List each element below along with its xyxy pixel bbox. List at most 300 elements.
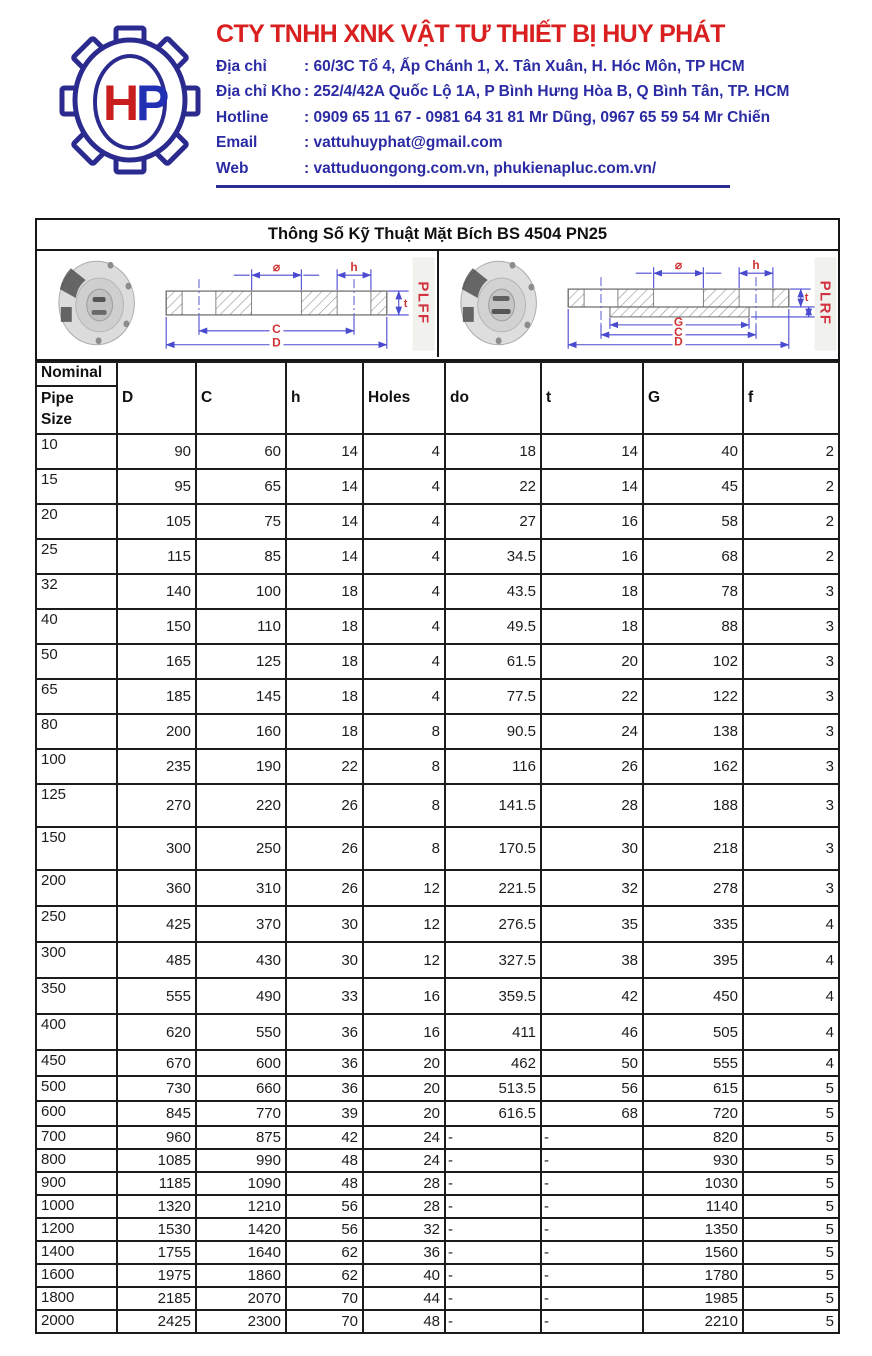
spec-cell: 62 <box>286 1241 363 1264</box>
spec-cell: 20 <box>363 1050 445 1076</box>
spec-cell: 3 <box>743 827 839 870</box>
spec-cell: 33 <box>286 978 363 1014</box>
company-logo <box>54 10 204 190</box>
size-cell: 40 <box>36 609 117 644</box>
table-row <box>36 679 839 714</box>
dim-label-bore: ⌀ <box>272 260 281 275</box>
table-row <box>36 1014 839 1050</box>
spec-cell: 616.5 <box>445 1101 541 1126</box>
spec-cell: 990 <box>196 1149 286 1172</box>
spec-cell: 122 <box>643 679 743 714</box>
flange-photo <box>460 261 536 344</box>
spec-cell: 5 <box>743 1149 839 1172</box>
size-cell: 1400 <box>36 1241 117 1264</box>
spec-cell: - <box>445 1195 541 1218</box>
spec-cell: 360 <box>117 870 196 906</box>
spec-cell: 38 <box>541 942 643 978</box>
spec-cell: 22 <box>286 749 363 784</box>
spec-cell: 18 <box>286 644 363 679</box>
spec-cell: 170.5 <box>445 827 541 870</box>
spec-cell: 5 <box>743 1076 839 1101</box>
table-row <box>36 504 839 539</box>
spec-cell: 1780 <box>643 1264 743 1287</box>
size-cell: 65 <box>36 679 117 714</box>
spec-cell: 615 <box>643 1076 743 1101</box>
spec-cell: 39 <box>286 1101 363 1126</box>
contact-value: : vattuduongong.com.vn, phukienapluc.com.vn/ <box>304 159 657 177</box>
spec-cell: 2210 <box>643 1310 743 1333</box>
spec-cell: 218 <box>643 827 743 870</box>
plrf-label: PLRF <box>816 280 833 326</box>
spec-cell: 3 <box>743 784 839 827</box>
spec-cell: 505 <box>643 1014 743 1050</box>
col-header-do: do <box>445 362 541 434</box>
table-row <box>36 906 839 942</box>
spec-cell: 200 <box>117 714 196 749</box>
letterhead <box>0 0 872 218</box>
spec-cell: 70 <box>286 1287 363 1310</box>
spec-cell: 5 <box>743 1264 839 1287</box>
spec-cell: 2 <box>743 434 839 469</box>
spec-cell: 1085 <box>117 1149 196 1172</box>
spec-cell: 14 <box>541 434 643 469</box>
spec-cell: 125 <box>196 644 286 679</box>
spec-cell: 1985 <box>643 1287 743 1310</box>
spec-cell: 28 <box>541 784 643 827</box>
size-cell: 200 <box>36 870 117 906</box>
spec-cell: 20 <box>541 644 643 679</box>
size-cell: 350 <box>36 978 117 1014</box>
spec-cell: 14 <box>286 434 363 469</box>
size-label: Size <box>41 411 73 428</box>
company-name: CTY TNHH XNK VẬT TƯ THIẾT BỊ HUY PHÁT <box>216 20 725 48</box>
spec-cell: - <box>445 1218 541 1241</box>
spec-cell: 56 <box>286 1218 363 1241</box>
spec-cell: 1640 <box>196 1241 286 1264</box>
spec-cell: 100 <box>196 574 286 609</box>
contact-value: : 60/3C Tổ 4, Ấp Chánh 1, X. Tân Xuân, H. Hóc Môn, TP HCM <box>304 58 745 75</box>
spec-cell: 335 <box>643 906 743 942</box>
spec-cell: 88 <box>643 609 743 644</box>
spec-cell: 68 <box>643 539 743 574</box>
table-row <box>36 1195 839 1218</box>
size-cell: 400 <box>36 1014 117 1050</box>
table-header-row <box>36 362 839 434</box>
spec-cell: 75 <box>196 504 286 539</box>
spec-cell: - <box>445 1264 541 1287</box>
spec-cell: - <box>541 1149 643 1172</box>
table-row <box>36 1149 839 1172</box>
dim-label-thickness: t <box>403 297 408 310</box>
contact-row <box>216 156 836 181</box>
spec-cell: 12 <box>363 870 445 906</box>
spec-cell: 4 <box>743 942 839 978</box>
spec-cell: 40 <box>643 434 743 469</box>
spec-cell: 411 <box>445 1014 541 1050</box>
nominal-label: Nominal <box>37 363 116 387</box>
spec-cell: 555 <box>643 1050 743 1076</box>
spec-cell: 36 <box>286 1014 363 1050</box>
col-header-nominal-pipe-size <box>36 362 117 434</box>
logo-letter-h: H <box>103 75 140 131</box>
spec-cell: 90 <box>117 434 196 469</box>
spec-cell: 278 <box>643 870 743 906</box>
contact-value: : vattuhuyphat@gmail.com <box>304 134 503 152</box>
size-cell: 15 <box>36 469 117 504</box>
spec-cell: - <box>541 1218 643 1241</box>
spec-cell: 190 <box>196 749 286 784</box>
spec-sheet <box>35 218 840 1334</box>
spec-cell: 14 <box>286 504 363 539</box>
contact-row <box>216 79 836 104</box>
spec-cell: 4 <box>363 644 445 679</box>
spec-cell: - <box>541 1287 643 1310</box>
logo-letter-p: P <box>136 75 170 131</box>
table-row <box>36 434 839 469</box>
size-cell: 1600 <box>36 1264 117 1287</box>
size-cell: 25 <box>36 539 117 574</box>
spec-cell: 26 <box>286 870 363 906</box>
plff-label: PLFF <box>414 281 431 325</box>
spec-cell: 5 <box>743 1172 839 1195</box>
spec-cell: - <box>445 1126 541 1149</box>
spec-cell: 28 <box>363 1172 445 1195</box>
col-header-G: G <box>643 362 743 434</box>
table-row <box>36 609 839 644</box>
spec-cell: 3 <box>743 609 839 644</box>
spec-cell: 116 <box>445 749 541 784</box>
spec-cell: 5 <box>743 1310 839 1333</box>
dim-label-raised-face: G <box>673 314 683 329</box>
spec-cell: 68 <box>541 1101 643 1126</box>
spec-cell: 220 <box>196 784 286 827</box>
spec-cell: 45 <box>643 469 743 504</box>
spec-cell: 18 <box>286 679 363 714</box>
spec-cell: 34.5 <box>445 539 541 574</box>
contact-list <box>216 54 836 181</box>
spec-cell: 188 <box>643 784 743 827</box>
spec-cell: 370 <box>196 906 286 942</box>
spec-cell: 425 <box>117 906 196 942</box>
table-row <box>36 1310 839 1333</box>
dim-label-outer: D <box>272 335 281 350</box>
spec-cell: 1090 <box>196 1172 286 1195</box>
spec-cell: 145 <box>196 679 286 714</box>
flange-photo <box>59 261 135 344</box>
spec-cell: 235 <box>117 749 196 784</box>
spec-cell: 22 <box>541 679 643 714</box>
spec-cell: 24 <box>541 714 643 749</box>
dim-label-bolt-circle: C <box>272 321 281 336</box>
spec-cell: 4 <box>363 434 445 469</box>
spec-cell: 36 <box>286 1050 363 1076</box>
col-header-Holes: Holes <box>363 362 445 434</box>
size-cell: 50 <box>36 644 117 679</box>
col-header-h: h <box>286 362 363 434</box>
spec-cell: 3 <box>743 870 839 906</box>
spec-cell: 1755 <box>117 1241 196 1264</box>
spec-cell: 8 <box>363 784 445 827</box>
spec-cell: 3 <box>743 679 839 714</box>
size-cell: 125 <box>36 784 117 827</box>
size-cell: 500 <box>36 1076 117 1101</box>
spec-cell: 50 <box>541 1050 643 1076</box>
table-row <box>36 714 839 749</box>
contact-row <box>216 130 836 155</box>
spec-cell: 36 <box>286 1076 363 1101</box>
size-cell: 80 <box>36 714 117 749</box>
spec-cell: 2300 <box>196 1310 286 1333</box>
spec-cell: - <box>445 1310 541 1333</box>
spec-cell: 1350 <box>643 1218 743 1241</box>
spec-cell: 2070 <box>196 1287 286 1310</box>
spec-cell: - <box>541 1172 643 1195</box>
spec-cell: 1530 <box>117 1218 196 1241</box>
spec-cell: 8 <box>363 749 445 784</box>
spec-cell: 26 <box>541 749 643 784</box>
spec-cell: 141.5 <box>445 784 541 827</box>
table-row <box>36 1050 839 1076</box>
spec-cell: 60 <box>196 434 286 469</box>
spec-cell: 4 <box>363 574 445 609</box>
size-cell: 300 <box>36 942 117 978</box>
spec-cell: 3 <box>743 574 839 609</box>
spec-cell: 730 <box>117 1076 196 1101</box>
dim-label-hole: h <box>751 258 760 273</box>
size-cell: 600 <box>36 1101 117 1126</box>
spec-cell: 185 <box>117 679 196 714</box>
contact-row <box>216 105 836 130</box>
pipe-label: Pipe <box>41 390 74 407</box>
spec-cell: 12 <box>363 942 445 978</box>
spec-cell: 8 <box>363 827 445 870</box>
spec-cell: 3 <box>743 644 839 679</box>
spec-cell: 300 <box>117 827 196 870</box>
spec-cell: 555 <box>117 978 196 1014</box>
spec-cell: 1420 <box>196 1218 286 1241</box>
spec-cell: - <box>541 1241 643 1264</box>
spec-cell: 2 <box>743 469 839 504</box>
spec-cell: 2 <box>743 504 839 539</box>
spec-cell: 12 <box>363 906 445 942</box>
dim-label-outer: D <box>673 334 683 349</box>
size-cell: 10 <box>36 434 117 469</box>
table-row <box>36 942 839 978</box>
spec-cell: - <box>541 1195 643 1218</box>
spec-cell: 490 <box>196 978 286 1014</box>
spec-cell: 3 <box>743 714 839 749</box>
contact-label: Địa chỉ Kho <box>216 83 302 101</box>
spec-cell: 150 <box>117 609 196 644</box>
spec-cell: 18 <box>445 434 541 469</box>
spec-cell: - <box>445 1149 541 1172</box>
size-cell: 450 <box>36 1050 117 1076</box>
spec-cell: 40 <box>363 1264 445 1287</box>
table-row <box>36 1126 839 1149</box>
spec-cell: 42 <box>541 978 643 1014</box>
spec-cell: 4 <box>363 504 445 539</box>
spec-cell: 2185 <box>117 1287 196 1310</box>
spec-cell: 620 <box>117 1014 196 1050</box>
spec-cell: 16 <box>363 1014 445 1050</box>
spec-cell: 430 <box>196 942 286 978</box>
dim-label-thickness: t <box>804 292 808 305</box>
spec-cell: 78 <box>643 574 743 609</box>
dim-label-hole: h <box>350 260 358 275</box>
plff-drawing <box>37 251 437 357</box>
spec-cell: 4 <box>363 679 445 714</box>
table-row <box>36 1076 839 1101</box>
size-cell: 700 <box>36 1126 117 1149</box>
spec-cell: 4 <box>743 978 839 1014</box>
size-cell: 1200 <box>36 1218 117 1241</box>
table-row <box>36 784 839 827</box>
spec-cell: 27 <box>445 504 541 539</box>
spec-cell: 5 <box>743 1195 839 1218</box>
sheet-title: Thông Số Kỹ Thuật Mặt Bích BS 4504 PN25 <box>35 218 840 251</box>
spec-cell: 48 <box>286 1149 363 1172</box>
spec-cell: 1030 <box>643 1172 743 1195</box>
spec-cell: 5 <box>743 1218 839 1241</box>
spec-cell: 720 <box>643 1101 743 1126</box>
size-cell: 2000 <box>36 1310 117 1333</box>
spec-cell: 162 <box>643 749 743 784</box>
spec-cell: 5 <box>743 1126 839 1149</box>
spec-cell: 450 <box>643 978 743 1014</box>
letterhead-text <box>216 20 836 188</box>
spec-cell: - <box>541 1126 643 1149</box>
header-rule <box>216 185 730 188</box>
spec-cell: 18 <box>541 574 643 609</box>
spec-cell: 18 <box>286 609 363 644</box>
spec-cell: 276.5 <box>445 906 541 942</box>
spec-cell: 1860 <box>196 1264 286 1287</box>
col-header-D: D <box>117 362 196 434</box>
spec-cell: 16 <box>363 978 445 1014</box>
spec-cell: 1560 <box>643 1241 743 1264</box>
spec-cell: 36 <box>363 1241 445 1264</box>
spec-cell: 4 <box>363 469 445 504</box>
spec-cell: 18 <box>286 574 363 609</box>
spec-cell: 30 <box>541 827 643 870</box>
spec-cell: 30 <box>286 942 363 978</box>
spec-cell: 77.5 <box>445 679 541 714</box>
size-cell: 100 <box>36 749 117 784</box>
spec-cell: 24 <box>363 1149 445 1172</box>
spec-cell: 600 <box>196 1050 286 1076</box>
spec-cell: 670 <box>117 1050 196 1076</box>
spec-cell: 550 <box>196 1014 286 1050</box>
spec-cell: 42 <box>286 1126 363 1149</box>
spec-cell: 1185 <box>117 1172 196 1195</box>
spec-cell: 90.5 <box>445 714 541 749</box>
spec-cell: 32 <box>363 1218 445 1241</box>
spec-cell: 3 <box>743 749 839 784</box>
spec-cell: 820 <box>643 1126 743 1149</box>
spec-cell: 43.5 <box>445 574 541 609</box>
spec-cell: 250 <box>196 827 286 870</box>
table-row <box>36 1241 839 1264</box>
contact-label: Email <box>216 134 258 152</box>
spec-cell: 95 <box>117 469 196 504</box>
spec-cell: 485 <box>117 942 196 978</box>
table-row <box>36 870 839 906</box>
size-cell: 1800 <box>36 1287 117 1310</box>
spec-cell: 65 <box>196 469 286 504</box>
spec-cell: 102 <box>643 644 743 679</box>
spec-cell: 5 <box>743 1101 839 1126</box>
spec-cell: 462 <box>445 1050 541 1076</box>
spec-cell: 310 <box>196 870 286 906</box>
spec-cell: 14 <box>541 469 643 504</box>
spec-cell: 14 <box>286 539 363 574</box>
spec-cell: 5 <box>743 1241 839 1264</box>
spec-cell: 140 <box>117 574 196 609</box>
table-row <box>36 1101 839 1126</box>
spec-cell: 875 <box>196 1126 286 1149</box>
table-row <box>36 1172 839 1195</box>
spec-cell: 48 <box>286 1172 363 1195</box>
spec-cell: 26 <box>286 827 363 870</box>
spec-cell: 20 <box>363 1101 445 1126</box>
col-header-t: t <box>541 362 643 434</box>
dim-label-bore: ⌀ <box>674 258 682 273</box>
table-row <box>36 574 839 609</box>
spec-cell: 270 <box>117 784 196 827</box>
spec-cell: 105 <box>117 504 196 539</box>
size-cell: 150 <box>36 827 117 870</box>
spec-cell: 960 <box>117 1126 196 1149</box>
spec-cell: 61.5 <box>445 644 541 679</box>
size-cell: 800 <box>36 1149 117 1172</box>
spec-cell: 221.5 <box>445 870 541 906</box>
spec-cell: 22 <box>445 469 541 504</box>
spec-cell: 5 <box>743 1287 839 1310</box>
spec-cell: 44 <box>363 1287 445 1310</box>
table-row <box>36 1287 839 1310</box>
table-row <box>36 749 839 784</box>
table-row <box>36 978 839 1014</box>
spec-cell: 4 <box>743 906 839 942</box>
spec-cell: - <box>445 1287 541 1310</box>
col-header-f: f <box>743 362 839 434</box>
spec-cell: - <box>445 1172 541 1195</box>
spec-cell: 160 <box>196 714 286 749</box>
spec-cell: - <box>541 1310 643 1333</box>
spec-cell: 770 <box>196 1101 286 1126</box>
spec-cell: 70 <box>286 1310 363 1333</box>
contact-label: Hotline <box>216 108 269 126</box>
spec-cell: 1975 <box>117 1264 196 1287</box>
spec-cell: 16 <box>541 504 643 539</box>
size-cell: 20 <box>36 504 117 539</box>
dim-label-bolt-circle: C <box>673 324 683 339</box>
spec-cell: 165 <box>117 644 196 679</box>
diagram-plrf <box>437 251 839 357</box>
spec-cell: 32 <box>541 870 643 906</box>
spec-cell: - <box>445 1241 541 1264</box>
size-cell: 900 <box>36 1172 117 1195</box>
spec-cell: 62 <box>286 1264 363 1287</box>
spec-cell: 56 <box>541 1076 643 1101</box>
spec-cell: 1210 <box>196 1195 286 1218</box>
spec-cell: 2 <box>743 539 839 574</box>
spec-cell: 660 <box>196 1076 286 1101</box>
size-cell: 250 <box>36 906 117 942</box>
table-row <box>36 1218 839 1241</box>
spec-cell: 1140 <box>643 1195 743 1218</box>
spec-cell: 2425 <box>117 1310 196 1333</box>
